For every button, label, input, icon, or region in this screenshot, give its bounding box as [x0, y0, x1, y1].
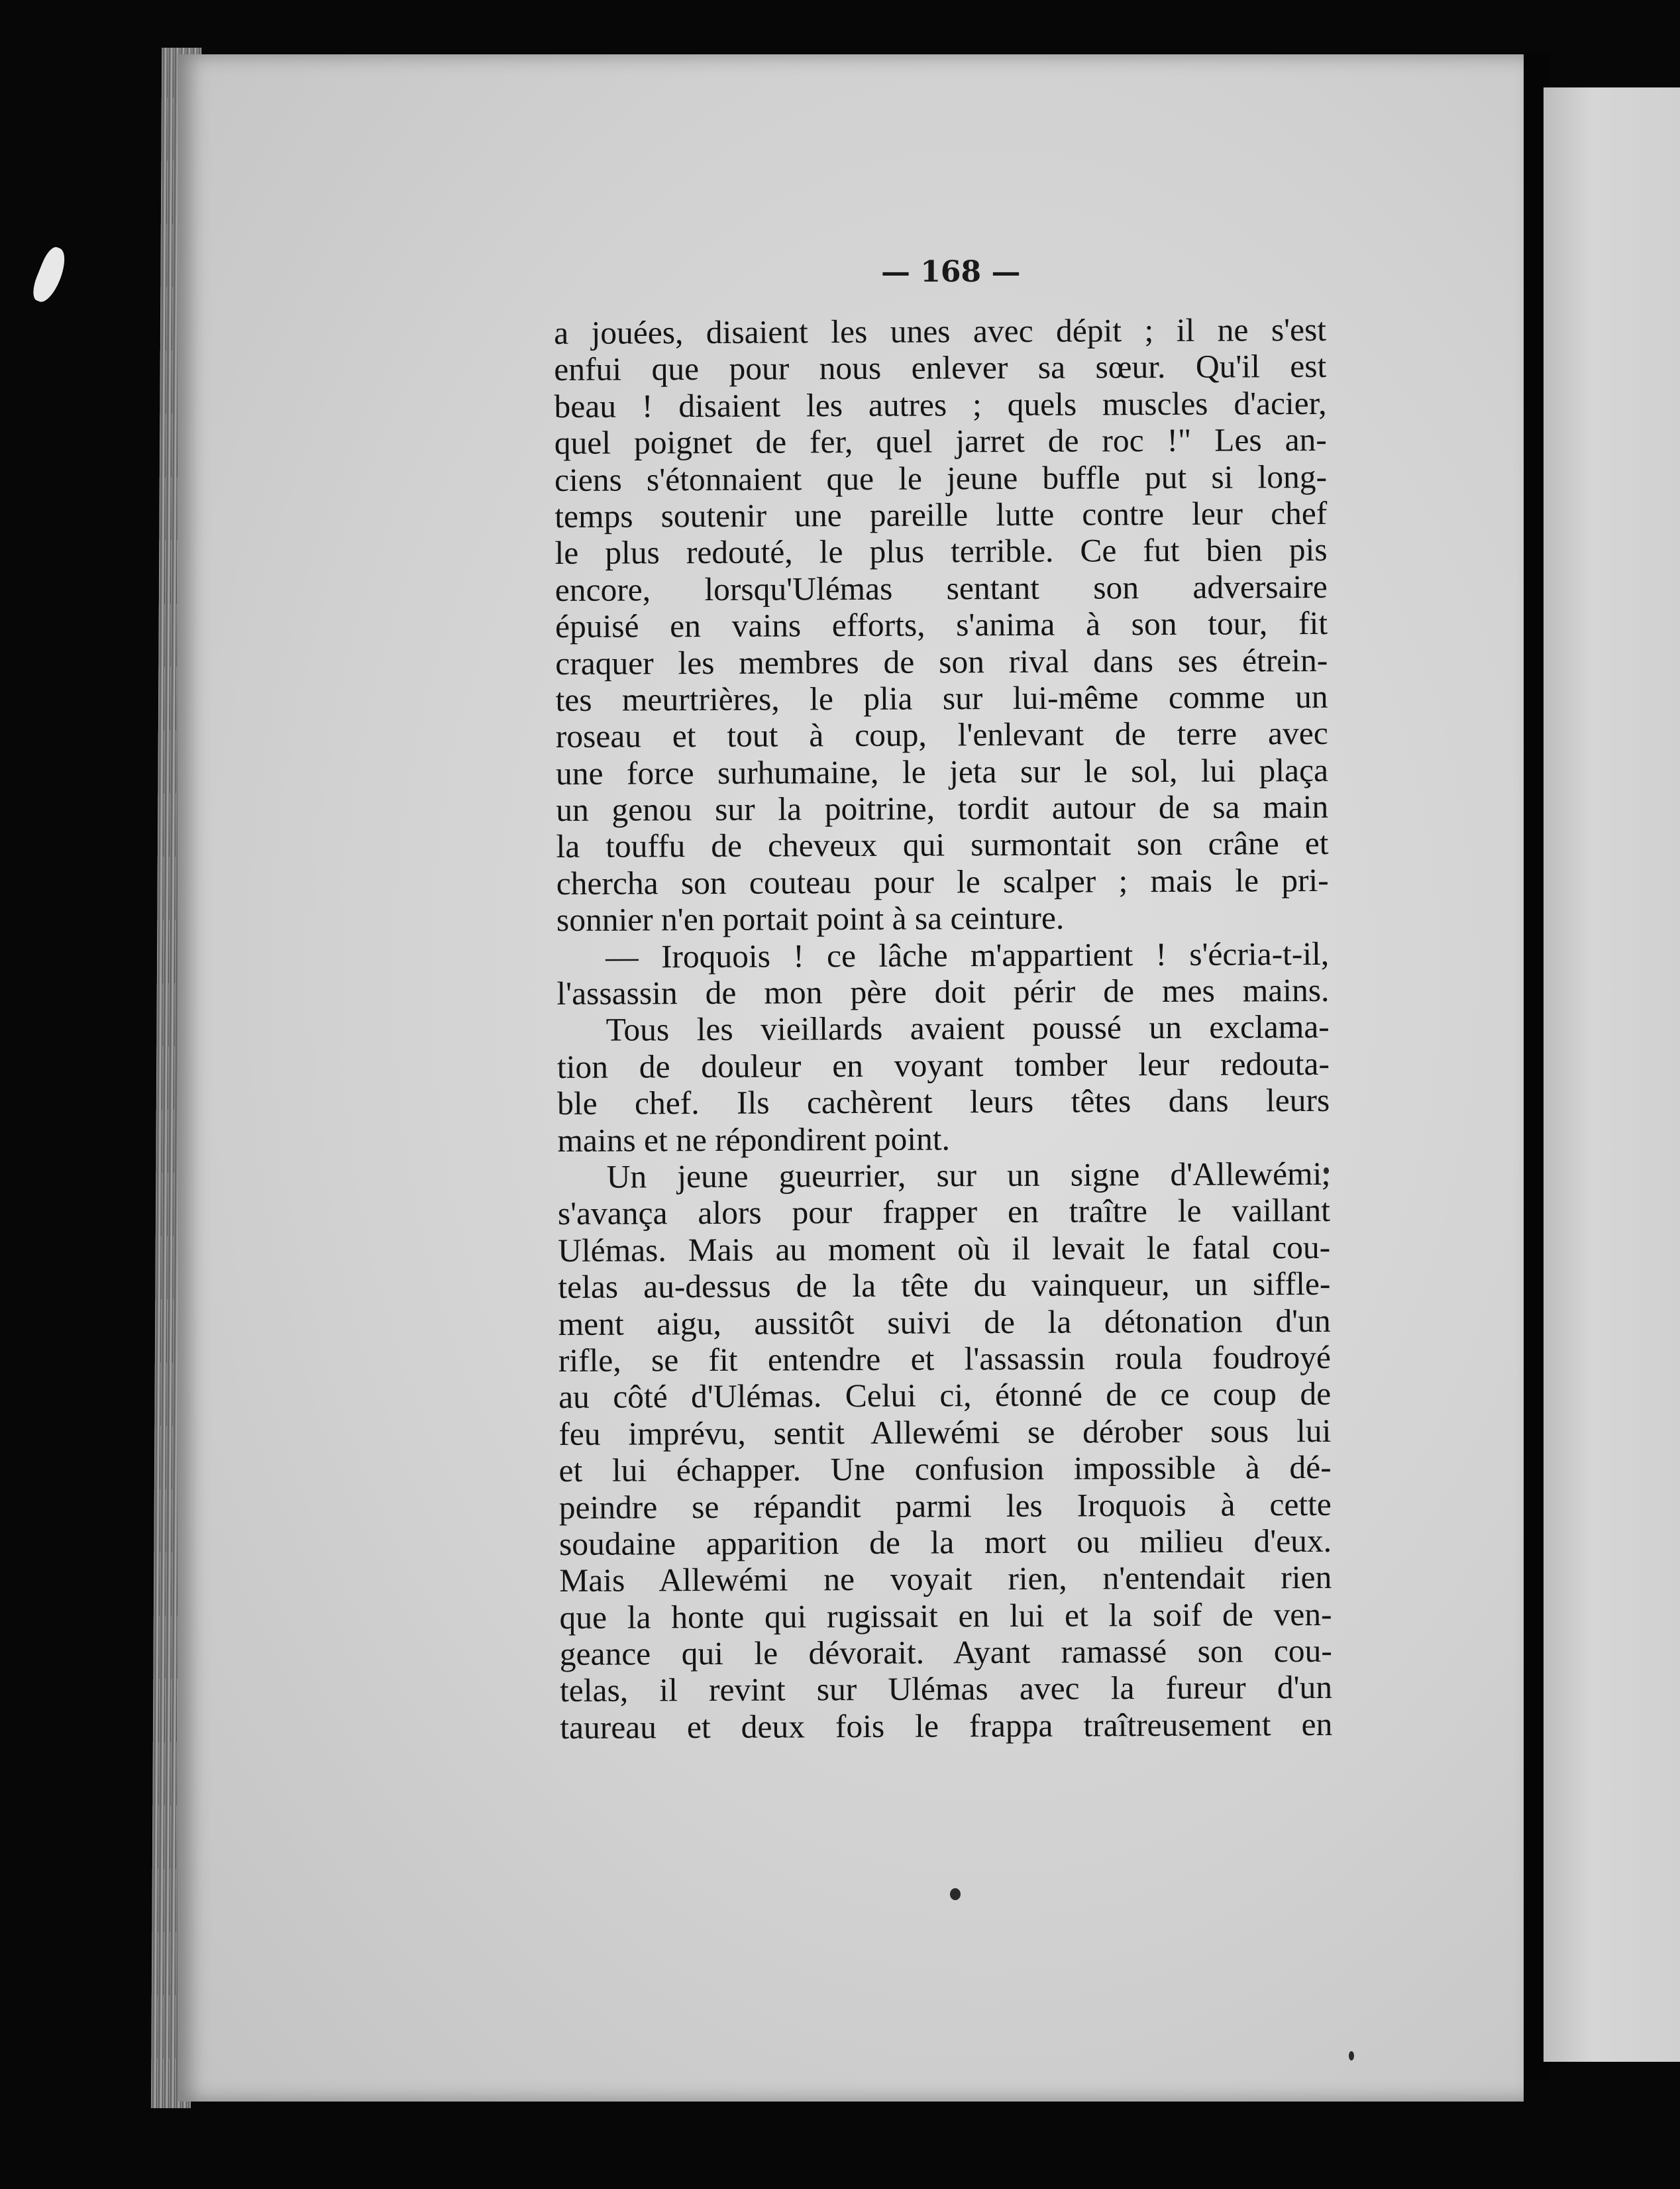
- text-line: que la honte qui rugissait en lui et la soif de ven-: [559, 1595, 1332, 1636]
- text-line: taureau et deux fois le frappa traîtreusement en: [560, 1705, 1333, 1746]
- text-line: tes meurtrières, le plia sur lui-même comme un: [555, 678, 1328, 718]
- ink-dot: [950, 1888, 961, 1900]
- text-line: la touffu de cheveux qui surmontait son crâne et: [556, 825, 1329, 865]
- facing-page-edge: [1544, 87, 1680, 2062]
- page-number: — 168 —: [881, 255, 1021, 289]
- text-line: craquer les membres de son rival dans ses étrein-: [555, 641, 1328, 682]
- text-line: beau ! disaient les autres ; quels muscles d'acier,: [554, 384, 1327, 425]
- text-line: épuisé en vains efforts, s'anima à son tour, fit: [554, 605, 1328, 645]
- text-line: un genou sur la poitrine, tordit autour de sa main: [556, 788, 1329, 829]
- text-line: l'assassin de mon père doit périr de mes mains.: [556, 971, 1330, 1012]
- text-line: roseau et tout à coup, l'enlevant de terre avec: [555, 715, 1328, 755]
- text-line: Ulémas. Mais au moment où il levait le fatal cou-: [558, 1228, 1331, 1269]
- body-text: [554, 311, 1332, 1746]
- text-line: une force surhumaine, le jeta sur le sol, lui plaça: [555, 751, 1329, 792]
- text-line: tion de douleur en voyant tomber leur redouta-: [556, 1045, 1330, 1085]
- text-line: au côté d'Ulémas. Celui ci, étonné de ce coup de: [558, 1375, 1332, 1416]
- text-line: soudaine apparition de la mort ou milieu d'eux.: [558, 1522, 1332, 1562]
- text-line: temps soutenir une pareille lutte contre leur chef: [554, 494, 1328, 535]
- text-line: s'avança alors pour frapper en traître le vaillant: [557, 1192, 1331, 1232]
- text-line: le plus redouté, le plus terrible. Ce fut bien pis: [554, 531, 1328, 572]
- text-line: Tous les vieillards avaient poussé un exclama-: [605, 1008, 1330, 1049]
- paper-speck: [28, 244, 71, 305]
- text-line: geance qui le dévorait. Ayant ramassé son cou-: [559, 1632, 1332, 1673]
- text-line: telas, il revint sur Ulémas avec la fureur d'un: [559, 1669, 1333, 1709]
- text-line: a jouées, disaient les unes avec dépit ; il ne s'est: [554, 311, 1327, 351]
- text-line: encore, lorsqu'Ulémas sentant son adversaire: [554, 568, 1328, 608]
- text-line: sonnier n'en portait point à sa ceinture.: [556, 899, 1065, 939]
- text-line: enfui que pour nous enlever sa sœur. Qu'il est: [554, 348, 1327, 388]
- text-line: — Iroquois ! ce lâche m'appartient ! s'écria-t-il,: [605, 935, 1330, 975]
- text-line: rifle, se fit entendre et l'assassin roula foudroyé: [558, 1338, 1331, 1379]
- text-line: et lui échapper. Une confusion impossible à dé-: [558, 1449, 1332, 1489]
- text-line: mains et ne répondirent point.: [557, 1120, 951, 1159]
- text-line: telas au-dessus de la tête du vainqueur, un siffle-: [558, 1265, 1331, 1306]
- text-line: ble chef. Ils cachèrent leurs têtes dans leurs: [557, 1082, 1330, 1122]
- text-line: feu imprévu, sentit Allewémi se dérober sous lui: [558, 1412, 1332, 1452]
- text-line: chercha son couteau pour le scalper ; mais le pri-: [556, 861, 1329, 902]
- text-line: ment aigu, aussitôt suivi de la détonation d'un: [558, 1302, 1331, 1342]
- text-line: ciens s'étonnaient que le jeune buffle put si long-: [554, 458, 1328, 498]
- text-line: peindre se répandit parmi les Iroquois à cette: [558, 1485, 1332, 1526]
- ink-dot: [1349, 2051, 1354, 2060]
- text-line: Mais Allewémi ne voyait rien, n'entendait rien: [559, 1559, 1332, 1599]
- text-line: Un jeune gueurrier, sur un signe d'Allewémi,: [606, 1155, 1330, 1195]
- text-line: quel poignet de fer, quel jarret de roc !" Les an-: [554, 421, 1327, 462]
